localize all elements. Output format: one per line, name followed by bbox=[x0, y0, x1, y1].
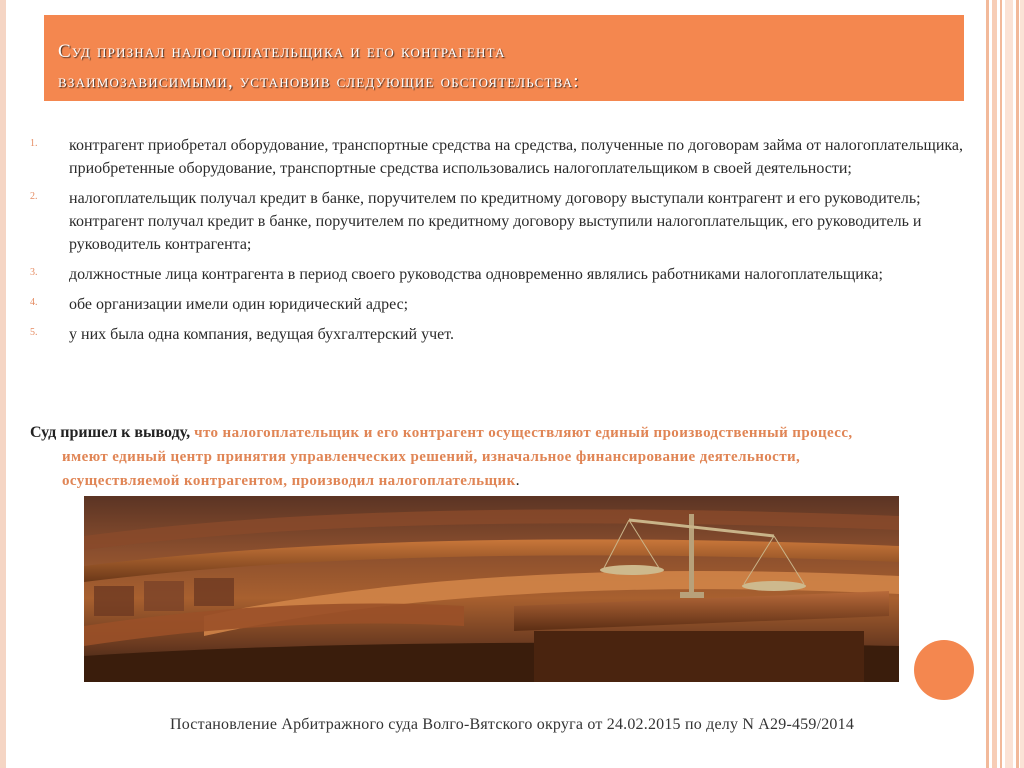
title-line-2: взаимозависимыми, установив следующие обстоятельства: bbox=[58, 71, 580, 92]
right-border-stripe bbox=[992, 0, 997, 768]
circumstances-list bbox=[30, 134, 990, 353]
list-number: 3. bbox=[30, 267, 38, 278]
list-text: обе организации имели один юридический адрес; bbox=[69, 296, 409, 313]
list-number: 4. bbox=[30, 297, 38, 308]
court-conclusion bbox=[30, 421, 992, 493]
list-item bbox=[30, 187, 990, 256]
right-border-stripe bbox=[1016, 0, 1019, 768]
list-item bbox=[30, 323, 990, 346]
list-text: налогоплательщик получал кредит в банке, поручителем по кредитному договору выступали контрагент и его руководитель; контрагент получал кредит в банке, поручителем по кредитному договору выступили налогоплательщик, его руководитель и руководитель контрагента; bbox=[69, 190, 922, 253]
list-number: 1. bbox=[30, 138, 38, 149]
conclusion-part-3: осуществляемой контрагентом, производил налогоплательщик bbox=[62, 473, 516, 489]
slide-title bbox=[58, 37, 964, 97]
right-border-stripe bbox=[1000, 0, 1002, 768]
list-text: контрагент приобретал оборудование, транспортные средства на средства, полученные по договорам займа от налогоплательщика, приобретенные оборудование, транспортные средства использовались налогоплательщиком в своей деятельности; bbox=[69, 137, 964, 177]
right-border-stripe bbox=[1005, 0, 1013, 768]
list-number: 5. bbox=[30, 327, 38, 338]
courtroom-scales-photo bbox=[84, 496, 899, 682]
right-border-stripe bbox=[1020, 0, 1024, 768]
right-border-stripe bbox=[986, 0, 989, 768]
footer-citation: Постановление Арбитражного суда Волго-Вятского округа от 24.02.2015 по делу N А29-459/2014 bbox=[169, 716, 855, 733]
list-item bbox=[30, 263, 990, 286]
title-bar bbox=[44, 15, 964, 101]
title-line-1: Суд признал налогоплательщика и его контрагента bbox=[58, 41, 506, 62]
list-text: у них была одна компания, ведущая бухгалтерский учет. bbox=[69, 326, 454, 343]
list-text: должностные лица контрагента в период своего руководства одновременно являлись работниками налогоплательщика; bbox=[69, 266, 883, 283]
decorative-circle bbox=[914, 640, 974, 700]
conclusion-part-1: что налогоплательщик и его контрагент осуществляют единый производственный процесс, bbox=[194, 425, 853, 441]
conclusion-lead: Суд пришел к выводу, bbox=[30, 424, 191, 441]
conclusion-part-2: имеют единый центр принятия управленческих решений, изначальное финансирование деятельности, bbox=[62, 449, 801, 465]
conclusion-end: . bbox=[515, 472, 520, 489]
list-number: 2. bbox=[30, 191, 38, 202]
list-item bbox=[30, 293, 990, 316]
courtroom-illustration bbox=[84, 496, 899, 682]
list-item bbox=[30, 134, 990, 180]
left-border bbox=[0, 0, 6, 768]
